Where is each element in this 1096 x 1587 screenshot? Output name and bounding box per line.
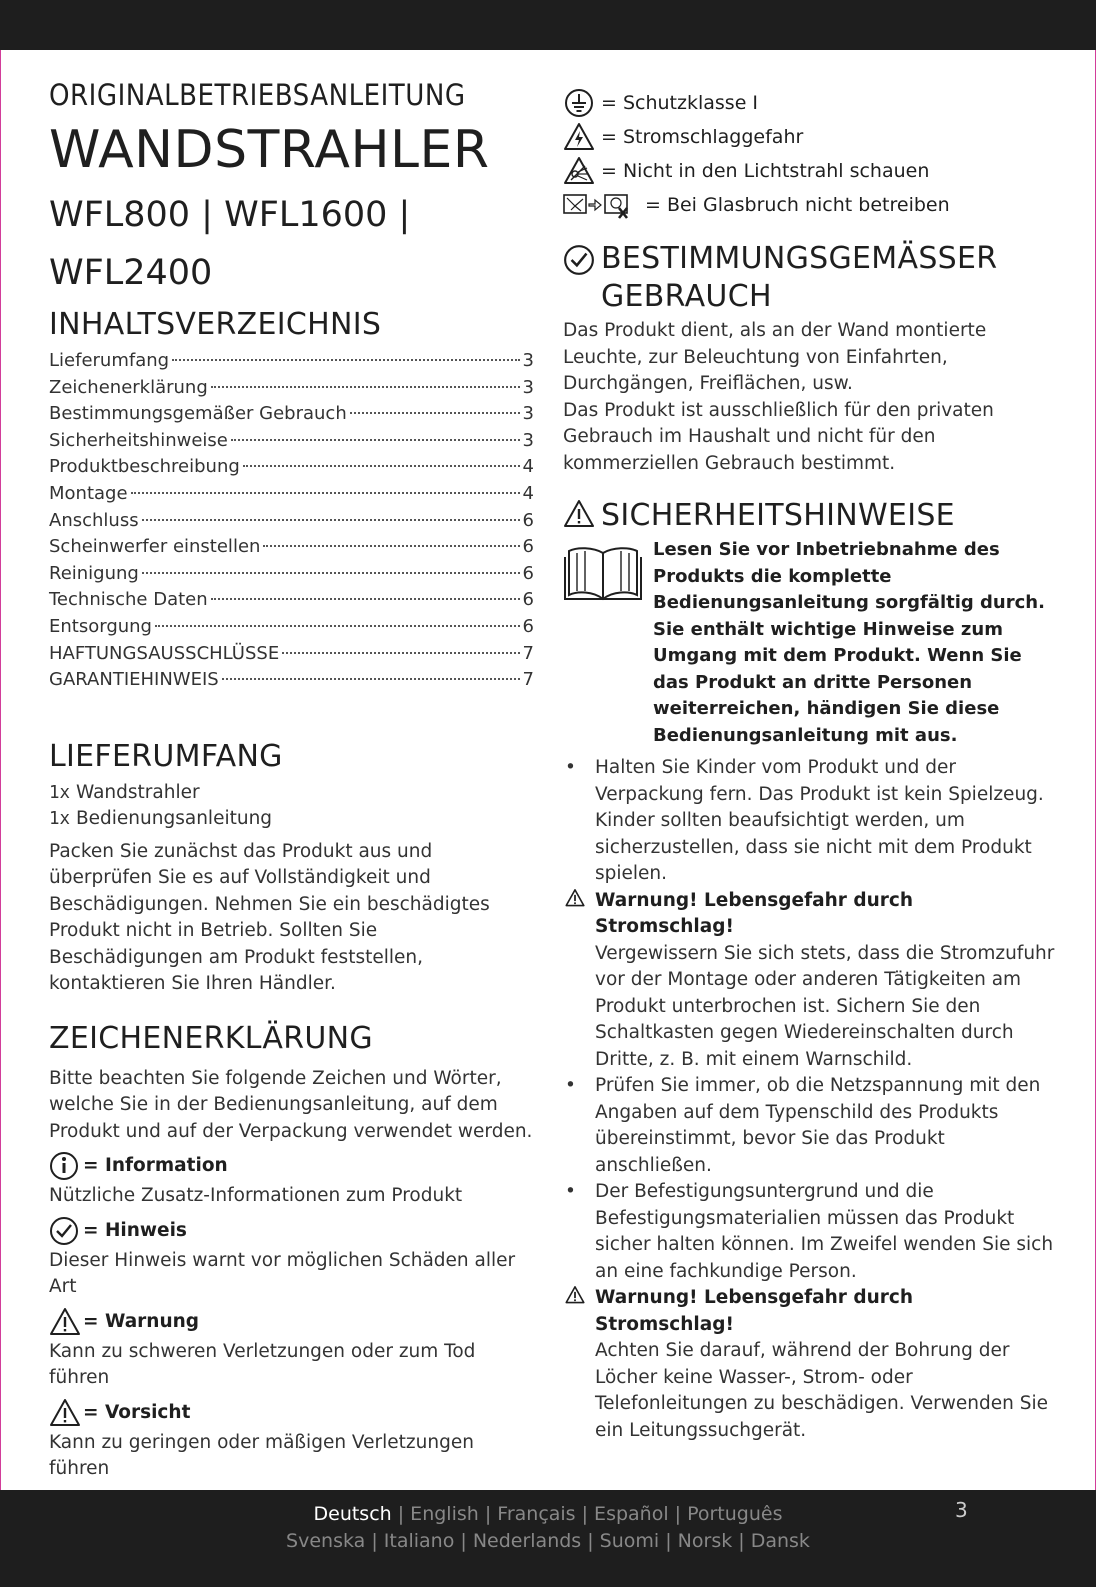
language-active[interactable]: Deutsch	[313, 1503, 392, 1525]
model-line-1: WFL800 | WFL1600 |	[49, 195, 411, 235]
legend-term: = Hinweis	[83, 1219, 187, 1241]
bullet-text: Halten Sie Kinder vom Produkt und der Verpackung fern. Das Produkt ist kein Spielzeug. Kinder sollten beaufsichtigt werden, um sicherzustellen, dass sie nicht mit dem Produkt spielen.	[595, 757, 1044, 884]
zeichen-heading: ZEICHENERKLÄRUNG	[49, 1020, 373, 1056]
toc-page: 3	[522, 376, 534, 398]
toc-entry[interactable]	[49, 508, 534, 535]
toc-label: Produktbeschreibung	[49, 456, 240, 478]
safety-bullet	[563, 1073, 1058, 1179]
toc-page: 3	[522, 429, 534, 451]
toc-page: 7	[522, 642, 534, 664]
warning-text: Vergewissern Sie sich stets, dass die Stromzufuhr vor der Montage oder anderen Tätigkeiten am Produkt unterbrochen ist. Sichern Sie den Schaltkasten gegen Wiedereinschalten durch Dritte, z. B. mit einem Warnschild.	[595, 942, 1055, 1070]
toc-label: Anschluss	[49, 509, 139, 531]
symbol-label: = Nicht in den Lichtstrahl schauen	[601, 160, 930, 182]
bullet-dot: •	[565, 1075, 576, 1096]
sicherheit-heading-block	[563, 497, 1058, 535]
warning-text: Achten Sie darauf, während der Bohrung der Löcher keine Wasser-, Strom- oder Telefonleitungen zu beschädigen. Verwenden Sie ein Leitungssuchgerät.	[595, 1340, 1048, 1441]
toc-label: Reinigung	[49, 562, 139, 584]
toc-page: 3	[522, 403, 534, 425]
toc-page: 3	[522, 350, 534, 371]
delivery-qty: 1x	[49, 809, 71, 830]
manual-book-icon	[563, 537, 653, 749]
gebrauch-heading-line2: GEBRAUCH	[601, 279, 772, 314]
safety-warning	[563, 1285, 1058, 1444]
check-icon	[563, 240, 601, 280]
right-column	[563, 88, 1058, 1444]
check-icon	[49, 1216, 83, 1246]
toc-label: Bestimmungsgemäßer Gebrauch	[49, 403, 347, 425]
sicherheit-heading: SICHERHEITSHINWEISE	[601, 498, 955, 533]
toc-page: 4	[522, 456, 534, 478]
warning-icon	[49, 1307, 83, 1337]
delivery-qty: 1x	[49, 782, 71, 803]
symbol-entry	[563, 122, 1058, 152]
bullet-dot: •	[565, 757, 576, 778]
toc-entry[interactable]	[49, 428, 534, 455]
warning-title: Warnung! Lebensgefahr durch Stromschlag!	[595, 889, 914, 937]
toc-entry[interactable]	[49, 348, 534, 375]
toc-label: Zeichenerklärung	[49, 376, 208, 398]
toc-leader	[131, 492, 520, 494]
document-title: WANDSTRAHLER	[49, 120, 490, 180]
manual-note	[563, 537, 1058, 749]
language-line-1	[0, 1503, 1096, 1525]
toc-leader	[142, 519, 520, 521]
toc-leader	[282, 652, 519, 654]
toc-label: Montage	[49, 482, 128, 504]
legend-term: = Vorsicht	[83, 1401, 191, 1423]
warning-icon	[563, 499, 601, 533]
safety-bullet	[563, 755, 1058, 888]
toc-leader	[211, 598, 520, 600]
electric-shock-icon	[563, 122, 595, 152]
delivery-item	[49, 780, 534, 807]
symbol-label: = Stromschlaggefahr	[601, 126, 804, 148]
legend-entry-vorsicht	[49, 1396, 534, 1430]
model-line-2: WFL2400	[49, 253, 213, 293]
left-column	[49, 78, 534, 1483]
symbol-entry	[563, 88, 1058, 118]
toc-label: Entsorgung	[49, 615, 152, 637]
toc-leader	[263, 545, 519, 547]
toc-label: HAFTUNGSAUSSCHLÜSSE	[49, 642, 280, 664]
bullet-dot: •	[565, 1181, 576, 1202]
toc-entry[interactable]	[49, 454, 534, 481]
symbol-label: = Bei Glasbruch nicht betreiben	[645, 194, 950, 216]
toc-page: 6	[522, 536, 534, 558]
toc-label: Scheinwerfer einstellen	[49, 536, 261, 558]
toc-entry[interactable]	[49, 641, 534, 668]
safety-warning	[563, 888, 1058, 1074]
lieferumfang-text: Packen Sie zunächst das Produkt aus und überprüfen Sie es auf Vollständigkeit und Beschädigungen. Nehmen Sie ein beschädigtes Produkt nicht in Betrieb. Sollten Sie Beschädigungen am Produkt feststellen, kontaktieren Sie Ihren Händler.	[49, 840, 490, 995]
info-icon	[49, 1151, 83, 1181]
delivery-item	[49, 806, 534, 833]
toc-entry[interactable]	[49, 375, 534, 402]
toc-entry[interactable]	[49, 534, 534, 561]
toc-page: 6	[522, 615, 534, 637]
warning-icon	[49, 1398, 83, 1428]
warning-title: Warnung! Lebensgefahr durch Stromschlag!	[595, 1287, 914, 1335]
legend-desc: Nützliche Zusatz-Informationen zum Produkt	[49, 1185, 463, 1207]
symbol-entry	[563, 190, 1058, 220]
toc-leader	[142, 572, 520, 574]
language-list[interactable]: | English | Français | Español | Português	[391, 1503, 783, 1525]
toc-leader	[222, 678, 520, 680]
toc-heading: INHALTSVERZEICHNIS	[49, 307, 382, 342]
toc-leader	[350, 412, 520, 414]
toc-page: 6	[522, 509, 534, 531]
safety-bullet	[563, 1179, 1058, 1285]
toc-label: GARANTIEHINWEIS	[49, 669, 219, 691]
no-look-light-icon	[563, 156, 595, 186]
warning-icon	[563, 888, 595, 1074]
toc-entry[interactable]	[49, 614, 534, 641]
toc-leader	[231, 439, 520, 441]
gebrauch-heading-line1: BESTIMMUNGSGEMÄSSER	[601, 241, 998, 276]
gebrauch-paragraph-1: Das Produkt dient, als an der Wand montierte Leuchte, zur Beleuchtung von Einfahrten, Durchgängen, Freiflächen, usw.	[563, 320, 987, 394]
toc-label: Technische Daten	[49, 589, 208, 611]
toc-page: 6	[522, 562, 534, 584]
broken-glass-icon	[563, 190, 639, 220]
delivery-name: Bedienungsanleitung	[75, 808, 273, 830]
toc-label: Lieferumfang	[49, 350, 170, 371]
zeichen-intro: Bitte beachten Sie folgende Zeichen und Wörter, welche Sie in der Bedienungsanleitung, auf dem Produkt und auf der Verpackung verwendet werden.	[49, 1067, 533, 1142]
legend-desc: Dieser Hinweis warnt vor möglichen Schäden aller Art	[49, 1249, 516, 1298]
legend-term: = Warnung	[83, 1310, 200, 1332]
toc-leader	[172, 359, 519, 361]
lieferumfang-heading: LIEFERUMFANG	[49, 738, 283, 774]
table-of-contents	[49, 348, 534, 694]
toc-page: 4	[522, 482, 534, 504]
gebrauch-paragraph-2: Das Produkt ist ausschließlich für den privaten Gebrauch im Haushalt und nicht für den kommerziellen Gebrauch bestimmt.	[563, 399, 994, 474]
symbol-label: = Schutzklasse I	[601, 92, 759, 114]
toc-page: 6	[522, 589, 534, 611]
toc-page: 7	[522, 669, 534, 691]
page-number: 3	[955, 1498, 968, 1522]
legend-desc: Kann zu schweren Verletzungen oder zum Tod führen	[49, 1340, 476, 1389]
document-subtitle: ORIGINALBETRIEBSANLEITUNG	[49, 78, 466, 112]
protective-earth-icon	[563, 88, 595, 118]
bullet-text: Prüfen Sie immer, ob die Netzspannung mit den Angaben auf dem Typenschild des Produkts übereinstimmt, bevor Sie das Produkt anschließen.	[595, 1075, 1041, 1176]
legend-entry-information	[49, 1149, 534, 1183]
language-line-2[interactable]: Svenska | Italiano | Nederlands | Suomi | Norsk | Dansk	[286, 1530, 810, 1552]
gebrauch-heading-block	[563, 240, 1058, 316]
legend-desc: Kann zu geringen oder mäßigen Verletzungen führen	[49, 1431, 474, 1480]
toc-leader	[211, 386, 520, 388]
toc-entry[interactable]	[49, 561, 534, 588]
legend-term: = Information	[83, 1155, 228, 1177]
toc-entry[interactable]	[49, 587, 534, 614]
warning-icon	[563, 1285, 595, 1444]
toc-entry[interactable]	[49, 401, 534, 428]
toc-leader	[243, 465, 520, 467]
delivery-name: Wandstrahler	[75, 781, 200, 803]
top-bar	[0, 0, 1096, 50]
toc-entry[interactable]	[49, 667, 534, 694]
legend-entry-warnung	[49, 1305, 534, 1339]
toc-label: Sicherheitshinweise	[49, 429, 228, 451]
toc-leader	[155, 625, 520, 627]
bullet-text: Der Befestigungsuntergrund und die Befestigungsmaterialien müssen das Produkt sicher halten können. Im Zweifel wenden Sie sich an eine fachkundige Person.	[595, 1181, 1054, 1282]
manual-note-text: Lesen Sie vor Inbetriebnahme des Produkts die komplette Bedienungsanleitung sorgfältig durch. Sie enthält wichtige Hinweise zum Umgang mit dem Produkt. Wenn Sie das Produkt an dritte Personen weiterreichen, händigen Sie diese Bedienungsanleitung mit aus.	[653, 539, 1045, 746]
symbol-entry	[563, 156, 1058, 186]
toc-entry[interactable]	[49, 481, 534, 508]
legend-entry-hinweis	[49, 1214, 534, 1248]
